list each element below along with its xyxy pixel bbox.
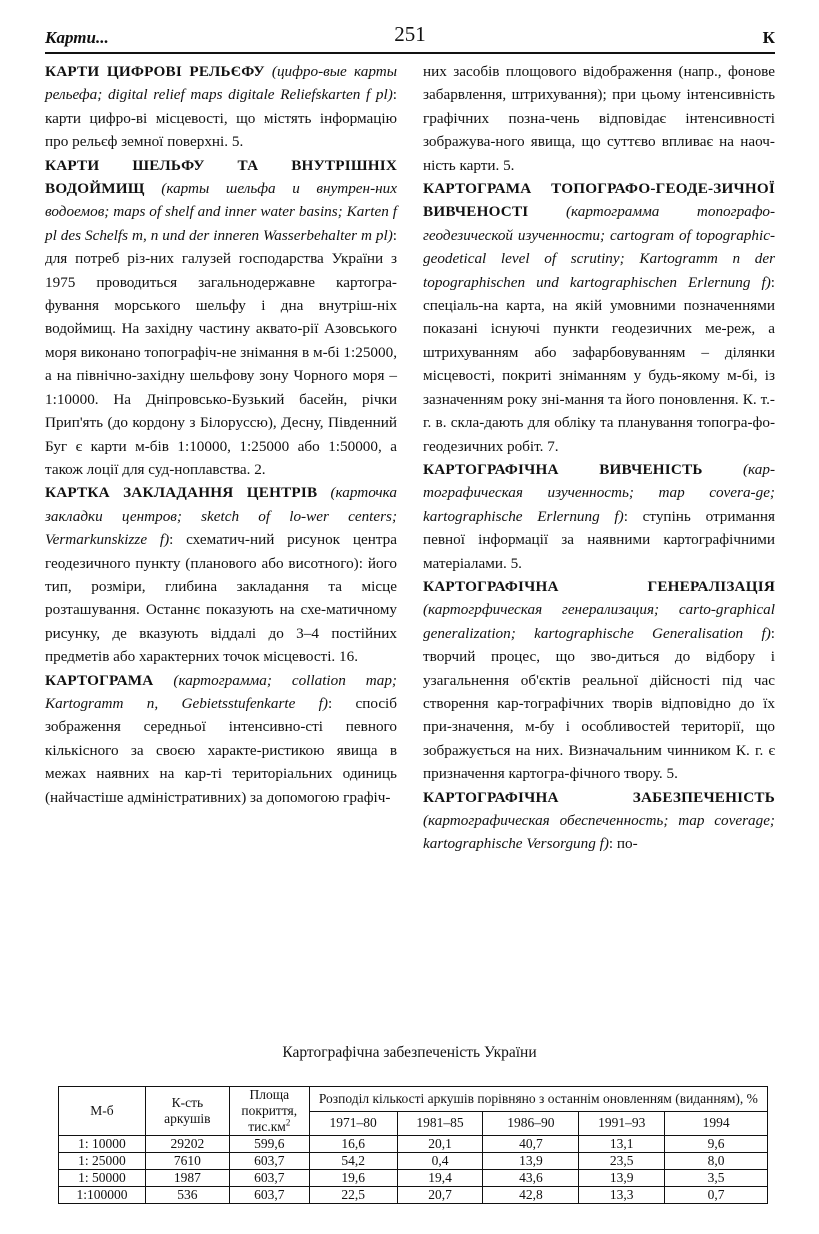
table-cell: 29202 — [145, 1136, 229, 1153]
table-cell: 42,8 — [483, 1187, 579, 1204]
entry-synonyms: (картограмма; collation map; Kartogramm n, Gebietsstufenkarte f) — [45, 671, 397, 712]
entry-term: КАРТОГРАФІЧНА ГЕНЕРАЛІЗАЦІЯ — [423, 577, 775, 595]
header-distribution: Розподіл кількості аркушів порівняно з останнім оновленням (виданням), % — [309, 1087, 767, 1112]
text-columns — [45, 60, 775, 856]
table-cell: 603,7 — [229, 1187, 309, 1204]
table-cell: 3,5 — [665, 1170, 768, 1187]
table-cell: 43,6 — [483, 1170, 579, 1187]
entry-synonyms: (картогрфическая генерализация; carto-graphical generalization; kartographische Generalisation f) — [423, 601, 775, 642]
table-caption: Картографічна забезпеченість України — [282, 1044, 537, 1061]
table-cell: 13,3 — [579, 1187, 665, 1204]
entry-definition: : для потреб різ-них галузей господарства України з 1975 проводиться загальнодержавне картогра-фування морського шельфу і дна внутріш-ніх водоймищ. На західну частину аквато-рії Азовського моря виконано топографіч-не знімання в м-бі 1:25000, а на північно-західну шельфову зону Чорного моря – 1:10000. На Дніпровсько-Бузький басейн, річки Прип'ять (до кордону з Білоруссю), Десну, Південний Буг є карти м-бів 1:10000, 1:25000 або 1:50000, а також лоції для суд-ноплавства. 2. — [45, 226, 397, 478]
table-cell: 603,7 — [229, 1153, 309, 1170]
table-cell: 1: 10000 — [59, 1136, 146, 1153]
table-cell: 9,6 — [665, 1136, 768, 1153]
header-period: 1991–93 — [579, 1111, 665, 1136]
entry-definition: : спеціаль-на карта, на якій умовними позначеннями показані існуючі пункти геодезичних ме-реж, а штрихуванням або зафарбовуванням – ділянки місцевості, покриті зніманням у будь-якому м-бі, із зазначенням року зні-мання та його поновлення. К. т.-г. в. скла-дають для обліку та планування топогра-фо-геодезичних робіт. 7. — [423, 273, 775, 455]
dictionary-entry — [45, 154, 397, 482]
table-cell: 599,6 — [229, 1136, 309, 1153]
table-cell: 20,7 — [397, 1187, 483, 1204]
table-cell: 20,1 — [397, 1136, 483, 1153]
table-cell: 13,9 — [483, 1153, 579, 1170]
entry-definition: : спосіб зображення середньої інтенсивно-сті певного кількісного за своєю характе-ристикою явища в межах наявних на кар-ті територіальних одиниць (найчастіше адміністративних) за допомогою графіч- — [45, 694, 398, 806]
entry-synonyms: (цифро-вые карты рельефа; digital relief maps digitale Reliefskarten f pl) — [45, 63, 397, 104]
header-scale: М-б — [59, 1087, 146, 1136]
entry-definition: них засобів площового відображення (напр., фонове забарвлення, штрихування); при цьому інтенсивність графічних позна-чень відповідає інтенсивності зображува-ного явища, що суттєво впливає на наоч-ність карти. 5. — [423, 63, 775, 174]
entry-definition: : творчий процес, що зво-диться до відбору і узагальнення об'єктів реальної дійсності під час створення кар-тографічних творів відповідно до їх при-значення, м-бу і особливостей території, що зображується на них. Визначальним чинником К. г. є призначення картогра-фічного твору. 5. — [423, 624, 775, 783]
table-cell: 23,5 — [579, 1153, 665, 1170]
table-cell: 40,7 — [483, 1136, 579, 1153]
dictionary-entry — [423, 575, 775, 786]
dictionary-entry — [45, 60, 397, 154]
dictionary-entry — [423, 786, 775, 856]
entry-definition: : по- — [608, 835, 638, 853]
header-area-line2: тис.км — [248, 1119, 286, 1134]
table-cell: 8,0 — [665, 1153, 768, 1170]
running-head-right: К — [762, 28, 775, 47]
running-head-left: Карти... — [45, 28, 109, 47]
coverage-table — [58, 1086, 768, 1204]
table-cell: 1: 50000 — [59, 1170, 146, 1187]
dictionary-entry — [45, 481, 397, 668]
entry-definition: : схематич-ний рисунок центра геодезичного пункту (планового або висотного): його тип, розміри, глибина закладання та місце розташування. Останнє показують на схе-матичному рисунку, де вказують віддалі до 3–4 постійних предметів або характерних точок місцевості. 16. — [45, 531, 397, 666]
entry-synonyms: (карточка закладки центров; sketch of lo-wer centers; Vermarkunskizze f) — [45, 484, 397, 549]
entry-term: КАРТИ ШЕЛЬФУ ТА ВНУТРІШНІХ ВОДОЙМИЩ — [45, 156, 397, 198]
dictionary-entry — [45, 669, 397, 809]
header-area-sup: 2 — [285, 1117, 291, 1128]
table-cell: 7610 — [145, 1153, 229, 1170]
entry-term: КАРТОГРАМА — [45, 671, 154, 689]
entry-term: КАРТОГРАФІЧНА ЗАБЕЗПЕЧЕНІСТЬ — [423, 788, 775, 806]
header-count: К-сть аркушів — [145, 1087, 229, 1136]
table-cell: 54,2 — [309, 1153, 397, 1170]
table-cell: 19,6 — [309, 1170, 397, 1187]
right-column — [423, 60, 775, 856]
table-cell: 1987 — [145, 1170, 229, 1187]
table-row — [59, 1187, 768, 1204]
header-period: 1986–90 — [483, 1111, 579, 1136]
entry-synonyms: (кар-тографическая изученность; map covera-ge; kartographische Erlernung f) — [423, 460, 776, 525]
header-area — [229, 1087, 309, 1136]
table-cell: 13,9 — [579, 1170, 665, 1187]
entry-synonyms: (картографическая обеспеченность; map coverage; kartographische Versorgung f) — [423, 812, 775, 853]
entry-synonyms: (карты шельфа и внутрен-них водоемов; maps of shelf and inner water basins; Karten f pl des Schelfs m, n und der inneren Wasserbehalter m pl) — [45, 180, 397, 244]
table-cell: 0,7 — [665, 1187, 768, 1204]
table-cell: 1: 25000 — [59, 1153, 146, 1170]
table-row — [59, 1153, 768, 1170]
entry-term: КАРТКА ЗАКЛАДАННЯ ЦЕНТРІВ — [45, 484, 318, 502]
entry-term: КАРТОГРАФІЧНА ВИВЧЕНІСТЬ — [423, 460, 703, 478]
header-period: 1971–80 — [309, 1111, 397, 1136]
page-number: 251 — [394, 22, 426, 46]
entry-term: КАРТОГРАМА ТОПОГРАФО-ГЕОДЕ-ЗИЧНОЇ ВИВЧЕНОСТІ — [423, 180, 775, 221]
table-cell: 603,7 — [229, 1170, 309, 1187]
table-cell: 536 — [145, 1187, 229, 1204]
table-row — [59, 1170, 768, 1187]
entry-continuation — [423, 60, 775, 177]
left-column — [45, 60, 397, 856]
dictionary-entry — [423, 458, 775, 575]
table-cell: 0,4 — [397, 1153, 483, 1170]
header-period: 1981–85 — [397, 1111, 483, 1136]
table-row — [59, 1136, 768, 1153]
header-period: 1994 — [665, 1111, 768, 1136]
table-cell: 1:100000 — [59, 1187, 146, 1204]
table-cell: 16,6 — [309, 1136, 397, 1153]
running-head — [45, 22, 775, 54]
entry-term: КАРТИ ЦИФРОВІ РЕЛЬЄФУ — [45, 63, 265, 80]
table-cell: 13,1 — [579, 1136, 665, 1153]
header-area-line1: Площа покриття, — [241, 1087, 298, 1118]
entry-synonyms: (картограмма топографо-геодезической изученности; cartogram of topographic-geodetical level of scrutiny; Kartogramm n der topographischen und kartographischen Erlernung f) — [423, 203, 775, 291]
dictionary-entry — [423, 177, 775, 458]
table-cell: 22,5 — [309, 1187, 397, 1204]
table-cell: 19,4 — [397, 1170, 483, 1187]
entry-definition: : ступінь отримання певної інформації за наявними картографічними матеріалами. 5. — [423, 507, 775, 572]
entry-definition: : карти цифро-ві місцевості, що містять інформацію про рельєф земної поверхні. 5. — [45, 86, 397, 151]
